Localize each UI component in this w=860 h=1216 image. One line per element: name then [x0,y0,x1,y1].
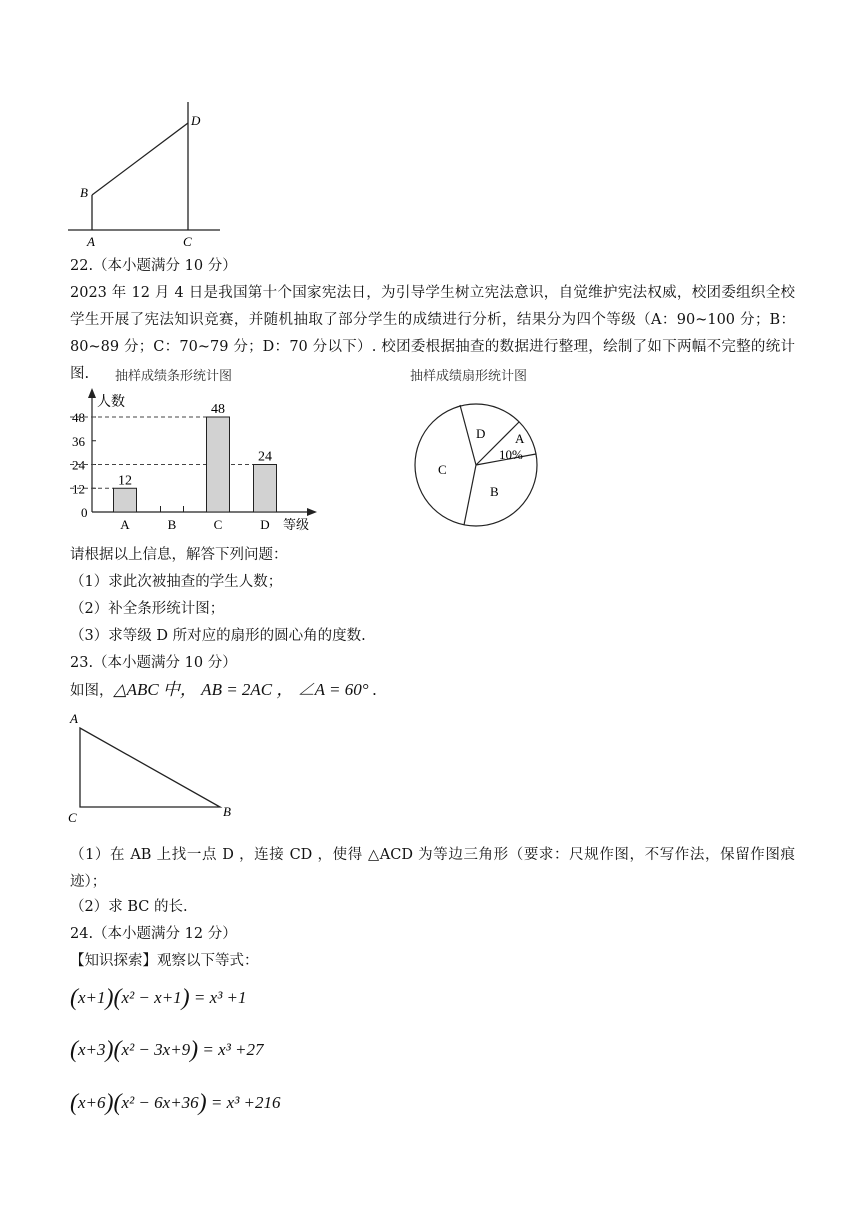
x-tick-label: A [120,517,130,532]
equation-2: (x+3)(x² − 3x+9) = x³ +27 [70,1037,264,1063]
pie-label-d: D [476,426,486,441]
pie-chart-title: 抽样成绩扇形统计图 [410,368,528,383]
question-23-item-1: （1）在 AB 上找一点 D ，连接 CD ，使得 △ACD 为等边三角形（要求：尺规作图，不写作法，保留作图痕迹）； [70,847,795,890]
label-b: B [223,804,231,819]
pie-label-b: B [490,484,499,499]
bar-c [207,417,230,512]
label-b: B [80,185,88,200]
pie-chart [400,362,570,542]
bar-value-label: 12 [118,473,132,489]
question-22-body: 2023 年 12 月 4 日是我国第十个国家宪法日，为引导学生树立宪法意识，自觉维护宪法权威，校团委组织全校学生开展了宪法知识竞赛，并随机抽取了部分学生的成绩进行分析，结果分为四个等级（A：90~100 分；B：80~89 分；C：70~79 分；D：70 分以下）. 校团委根据抽查的数据进行整理，绘制了如下两幅不完整的统计图. [70,285,795,382]
bar-chart-title: 抽样成绩条形统计图 [115,368,233,383]
x-tick-label: C [213,517,223,532]
y-tick-label: 0 [81,505,88,520]
bar-value-label: 24 [258,449,272,465]
x-axis-label: 等级 [283,517,310,532]
pie-label-a: A [515,431,525,446]
x-tick-label: D [260,517,270,532]
bar-chart [55,362,345,542]
y-tick-label: 12 [72,481,85,497]
triangle-abc [80,728,220,807]
equation-3: (x+6)(x² − 6x+36) = x³ +216 [70,1090,281,1116]
equation-2-right: x³ +27 [218,1040,264,1059]
pie-label-c: C [438,462,447,477]
equation-2-left2: x² − 3x+9 [121,1040,191,1059]
question-23-intro [70,680,377,701]
question-22-item-3: （3）求等级 D 所对应的扇形的圆心角的度数. [70,628,366,644]
y-tick-label: 36 [72,433,85,449]
segment-bd [92,123,188,195]
question-23-intro-math: △ABC 中， AB = 2AC ， ∠A = 60° . [113,680,377,699]
y-tick-label: 24 [72,457,85,473]
y-axis-arrow [88,388,96,398]
label-c: C [68,810,77,825]
bar-value-label: 48 [211,402,225,417]
question-23-item-2: （2）求 BC 的长. [70,899,188,915]
equation-1-right: x³ +1 [209,988,247,1007]
figure-23-triangle [60,708,245,828]
question-23-number: 23.（本小题满分 10 分） [70,655,237,671]
label-d: D [191,113,201,128]
equation-1-left2: x² − x+1 [121,988,182,1007]
pie-divider-4 [464,465,476,525]
question-22-number: 22.（本小题满分 10 分） [70,258,237,274]
y-axis-label: 人数 [97,395,125,410]
label-c: C [183,234,192,249]
pie-divider-1 [460,405,476,465]
equation-2-left1: x+3 [78,1040,106,1059]
pie-label-a-percent: 10% [499,447,523,462]
question-22-item-1: （1）求此次被抽查的学生人数； [70,574,283,590]
question-22-prompt: 请根据以上信息，解答下列问题： [70,547,288,563]
x-axis-arrow [307,508,317,516]
y-tick-label: 48 [72,410,85,425]
question-23-intro-prefix: 如图， [70,683,114,699]
label-a: A [87,234,95,249]
equation-1: (x+1)(x² − x+1) = x³ +1 [70,985,247,1011]
bar-a [114,488,137,512]
question-24-number: 24.（本小题满分 12 分） [70,926,237,942]
equation-3-right: x³ +216 [226,1093,281,1112]
equation-1-left1: x+1 [78,988,106,1007]
x-tick-label: B [167,517,177,532]
label-a: A [70,711,78,726]
question-22-item-2: （2）补全条形统计图； [70,601,225,617]
bar-d [254,465,277,513]
equation-3-left2: x² − 6x+36 [121,1093,199,1112]
equation-3-left1: x+6 [78,1093,106,1112]
figure-21-geometry [60,95,230,250]
question-24-heading: 【知识探索】观察以下等式： [70,953,259,969]
